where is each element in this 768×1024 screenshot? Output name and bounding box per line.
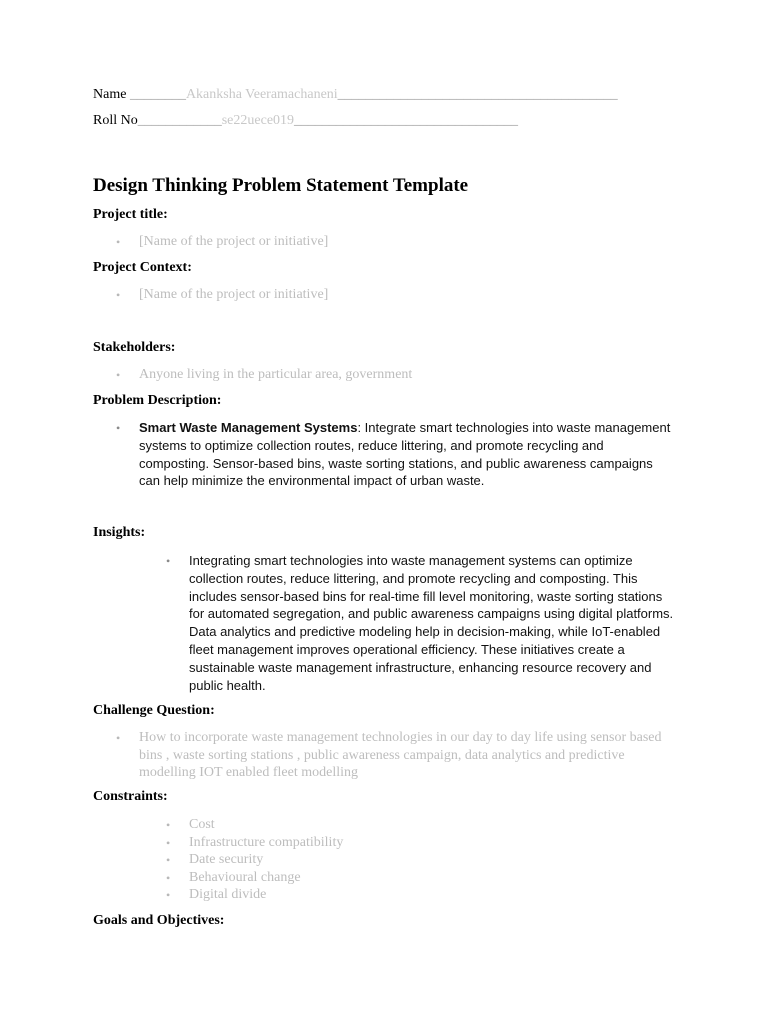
constraint-item: Date security	[189, 852, 264, 867]
roll-underline-post: ________________________________	[294, 113, 519, 128]
insights-bullet: •	[166, 554, 171, 568]
stakeholders-heading: Stakeholders:	[93, 340, 176, 355]
constraint-item: Behavioural change	[189, 870, 301, 885]
name-underline-pre: ________	[129, 87, 186, 102]
challenge-question-text: How to incorporate waste management technologies in our day to day life using sensor based bins , waste sorting stations , public awareness campaign, data analytics and predictive modelling IOT enabled fleet modelling	[139, 730, 662, 780]
project-title-text: [Name of the project or initiative]	[139, 234, 329, 249]
constraint-bullet: •	[166, 853, 171, 867]
constraints-heading: Constraints:	[93, 789, 168, 804]
insights-heading: Insights:	[93, 525, 146, 540]
stakeholders-bullet: •	[116, 368, 121, 382]
problem-description-bold: Smart Waste Management Systems	[139, 420, 358, 435]
name-label: Name	[93, 87, 127, 102]
constraint-item: Cost	[189, 817, 215, 832]
problem-description-bullet: •	[116, 421, 121, 435]
name-field	[93, 87, 618, 103]
document-title: Design Thinking Problem Statement Template	[93, 175, 469, 196]
project-context-heading: Project Context:	[93, 260, 192, 275]
stakeholders-text: Anyone living in the particular area, government	[139, 367, 413, 382]
challenge-question-bullet: •	[116, 731, 121, 745]
project-context-text: [Name of the project or initiative]	[139, 287, 329, 302]
goals-heading: Goals and Objectives:	[93, 913, 225, 928]
roll-label: Roll No	[93, 113, 138, 128]
insights-text: Integrating smart technologies into waste management systems can optimize collection routes, reduce littering, and promote recycling and composting. This includes sensor-based bins for real-time fill level monitoring, waste sorting stations for automated segregation, and public awareness campaigns using digital platforms. Data analytics and predictive modeling help in decision-making, while IoT-enabled fleet management improves operational efficiency. These initiatives create a sustainable waste management infrastructure, enhancing resource recovery and public health.	[189, 553, 674, 693]
roll-value: se22uece019	[221, 113, 295, 128]
constraint-bullet: •	[166, 818, 171, 832]
roll-field	[93, 113, 518, 129]
constraint-bullet: •	[166, 871, 171, 885]
challenge-question-heading: Challenge Question:	[93, 703, 215, 718]
name-value: Akanksha Veeramachaneni	[185, 87, 338, 102]
name-underline-post: ________________________________________	[337, 87, 618, 102]
project-title-heading: Project title:	[93, 207, 168, 222]
problem-description-text	[139, 419, 677, 490]
problem-description-body: : Integrate smart technologies into waste management systems to optimize collection routes, reduce littering, and promote recycling and composting. Sensor-based bins, waste sorting stations, and public awareness campaigns can help minimize the environmental impact of urban waste.	[139, 420, 671, 489]
project-context-bullet: •	[116, 288, 121, 302]
roll-underline-pre: ____________	[137, 113, 222, 128]
constraint-bullet: •	[166, 888, 171, 902]
project-title-bullet: •	[116, 235, 121, 249]
constraint-bullet: •	[166, 836, 171, 850]
constraint-item: Infrastructure compatibility	[189, 835, 344, 850]
constraint-item: Digital divide	[189, 887, 267, 902]
problem-description-heading: Problem Description:	[93, 393, 222, 408]
